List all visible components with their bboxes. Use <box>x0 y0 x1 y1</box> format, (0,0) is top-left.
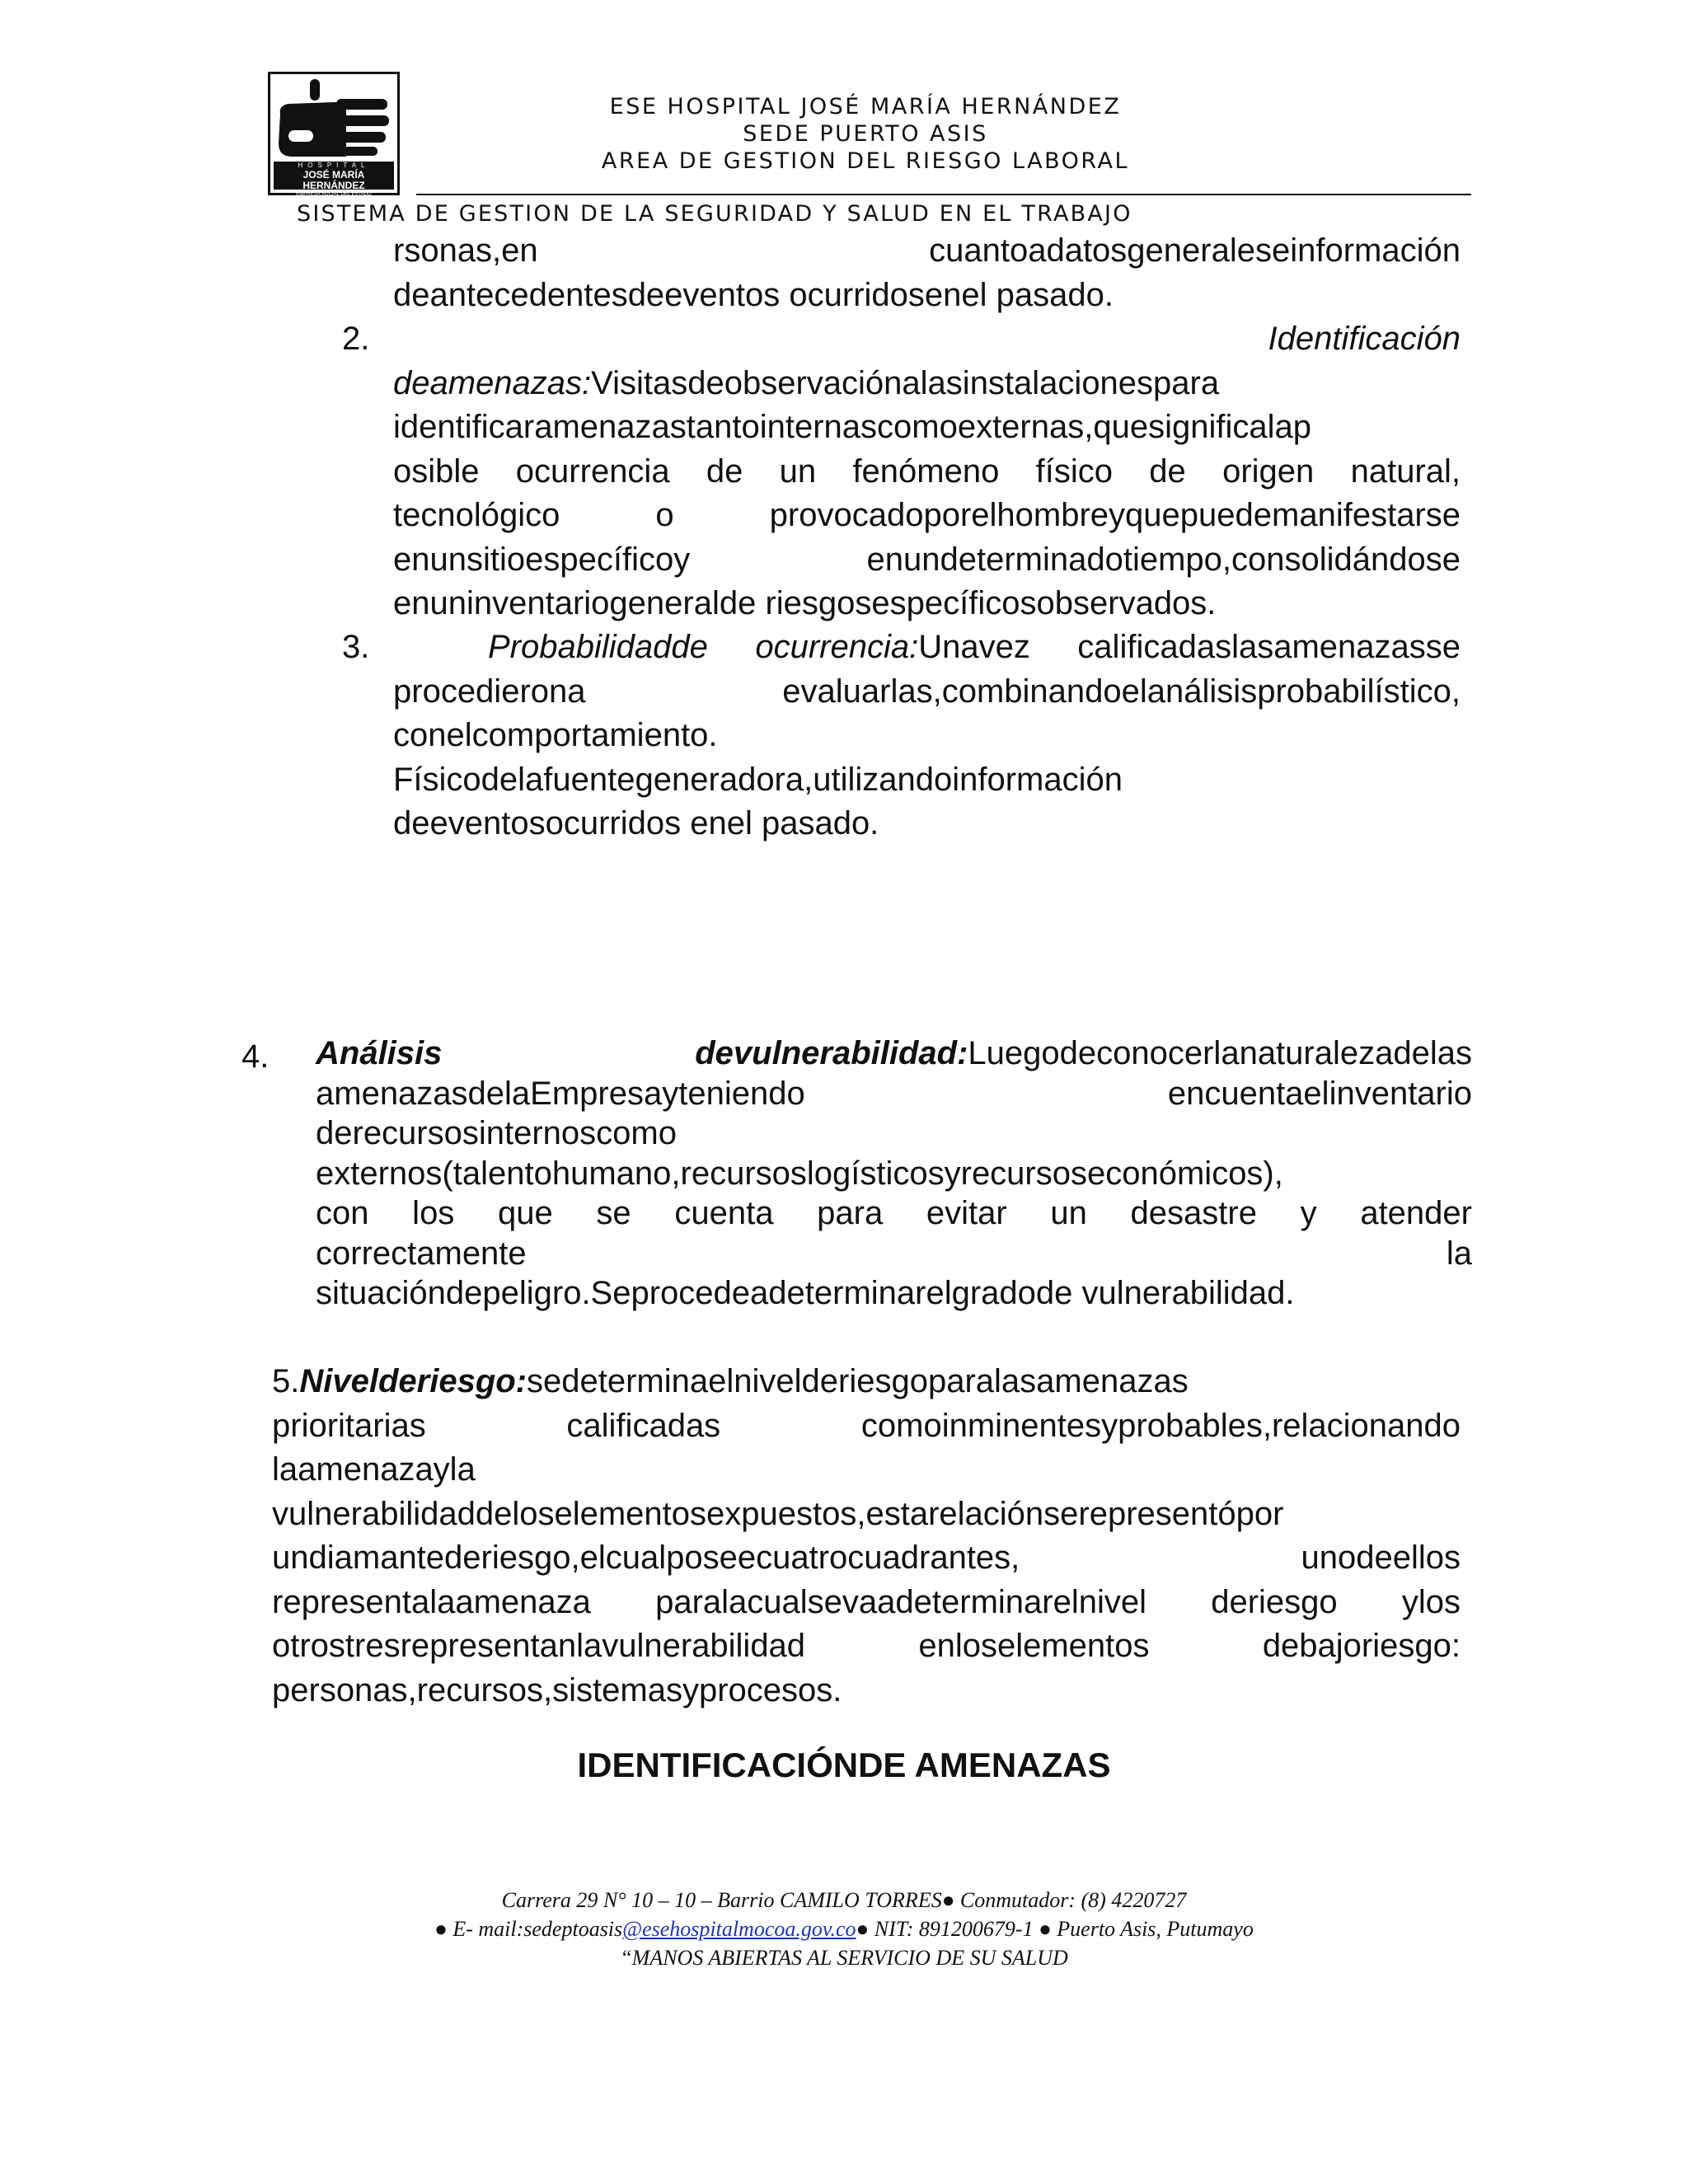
footer-contact <box>0 1915 1688 1943</box>
logo-text-type: EMPRESA SOCIAL DEL ESTADO <box>296 192 372 197</box>
text-line: osible ocurrencia de un fenómeno físico de origen natural, <box>393 452 1461 490</box>
footer-email-link[interactable]: @esehospitalmocoa.gov.co <box>622 1917 856 1941</box>
text-line: deeventosocurridos enel pasado. <box>393 805 879 841</box>
item-number: 4. <box>241 1038 270 1075</box>
text-line: tecnológico o provocadoporelhombreyquepuedemanifestarse <box>393 497 1461 533</box>
text-line: correctamente la <box>316 1235 1472 1272</box>
footer-email-prefix: ● E- mail:sedeptoasis <box>434 1917 623 1941</box>
header-subtitle: SISTEMA DE GESTION DE LA SEGURIDAD Y SALUD EN EL TRABAJO <box>297 201 1132 227</box>
item4-term: Análisis devulnerabilidad: <box>316 1035 968 1071</box>
text-line: derecursosinternoscomo <box>316 1115 677 1151</box>
section-heading: IDENTIFICACIÓNDE AMENAZAS <box>577 1746 1111 1784</box>
item1-text <box>393 229 1461 317</box>
text-line: con los que se cuenta para evitar un desastre y atender <box>316 1195 1472 1231</box>
item3-term: Probabilidadde ocurrencia: <box>487 629 919 665</box>
text-line: conelcomportamiento. <box>393 717 718 753</box>
text-line: situacióndepeligro.Seprocedeadeterminarelgradode vulnerabilidad. <box>316 1275 1295 1311</box>
text-line: Físicodelafuentegeneradora,utilizandoinformación <box>393 761 1123 798</box>
text-line: amenazasdelaEmpresayteniendo encuentaelinventario <box>316 1075 1472 1112</box>
text-line: personas,recursos,sistemasyprocesos. <box>272 1671 842 1708</box>
logo-text-name: JOSÉ MARÍA HERNÁNDEZ <box>302 169 365 191</box>
item2-text <box>393 317 1461 626</box>
text-line-content: Unavez calificadaslasamenazasse <box>918 629 1461 665</box>
text-line: otrostresrepresentanlavulnerabilidad enloselementos debajoriesgo: <box>272 1628 1461 1664</box>
header-title-line: AREA DE GESTION DEL RIESGO LABORAL <box>601 148 1130 174</box>
text-line-content: sedeterminaelnivelderiesgoparalasamenazas <box>527 1363 1189 1399</box>
header-title-line: ESE HOSPITAL JOSÉ MARÍA HERNÁNDEZ <box>609 94 1122 120</box>
text-line: identificaramenazastantointernascomoexternas,quesignificalap <box>393 409 1311 445</box>
header-title-line: SEDE PUERTO ASIS <box>743 121 988 147</box>
item4-text <box>316 1033 1472 1314</box>
text-line-content: Visitasdeobservaciónalasinstalacionespara <box>591 364 1220 401</box>
text-line: externos(talentohumano,recursoslogísticosyrecursoseconómicos), <box>316 1155 1283 1192</box>
text-line: prioritarias calificadas comoinminentesyprobables,relacionando <box>272 1407 1461 1444</box>
header-title-block <box>495 93 1236 175</box>
item-number: 3. <box>342 629 370 665</box>
item-number: 5. <box>272 1363 300 1399</box>
text-line: representalaamenaza paralacualsevaadeterminarelnivel deriesgo ylos <box>272 1583 1461 1620</box>
text-line: enuninventariogeneralde riesgosespecíficosobservados. <box>393 585 1217 621</box>
text-line: vulnerabilidaddeloselementosexpuestos,estarelaciónserepresentópor <box>272 1495 1284 1532</box>
item5-text <box>272 1360 1461 1713</box>
text-line: enunsitioespecíficoy enundeterminadotiempo,consolidándose <box>393 541 1461 578</box>
item3-text <box>393 626 1461 846</box>
header-divider <box>416 194 1471 195</box>
hospital-logo <box>268 72 400 195</box>
footer-address: Carrera 29 N° 10 – 10 – Barrio CAMILO TORRES● Conmutador: (8) 4220727 <box>501 1888 1187 1912</box>
text-line: deantecedentesdeeventos ocurridosenel pasado. <box>393 276 1114 313</box>
text-line: deamenazas:Visitasdeobservaciónalasinstalacionespara <box>393 364 1220 401</box>
item-number: 2. <box>342 321 370 357</box>
text-line: undiamantederiesgo,elcualposeecuatrocuadrantes, unodeellos <box>272 1540 1461 1576</box>
text-line <box>393 626 1461 670</box>
logo-text-band <box>274 162 394 197</box>
text-line <box>272 1360 1461 1404</box>
text-line: rsonas,en cuantoadatosgeneraleseinformación <box>393 232 1461 269</box>
hand-logo-icon <box>270 74 397 160</box>
text-line <box>316 1033 1472 1074</box>
text-line-content: Luegodeconocerlanaturalezadelas <box>968 1035 1472 1071</box>
page-footer <box>0 1886 1688 1972</box>
text-line: procedierona evaluarlas,combinandoelanálisisprobabilístico, <box>393 673 1461 710</box>
footer-nit: ● NIT: 891200679-1 ● Puerto Asis, Putumayo <box>856 1917 1254 1941</box>
footer-slogan: “MANOS ABIERTAS AL SERVICIO DE SU SALUD <box>620 1946 1068 1970</box>
item5-term: Nivelderiesgo: <box>299 1363 528 1399</box>
text-line: Identificación <box>1268 321 1461 357</box>
text-line: laamenazayla <box>272 1451 476 1488</box>
logo-text-hospital: HOSPITAL <box>298 162 370 169</box>
